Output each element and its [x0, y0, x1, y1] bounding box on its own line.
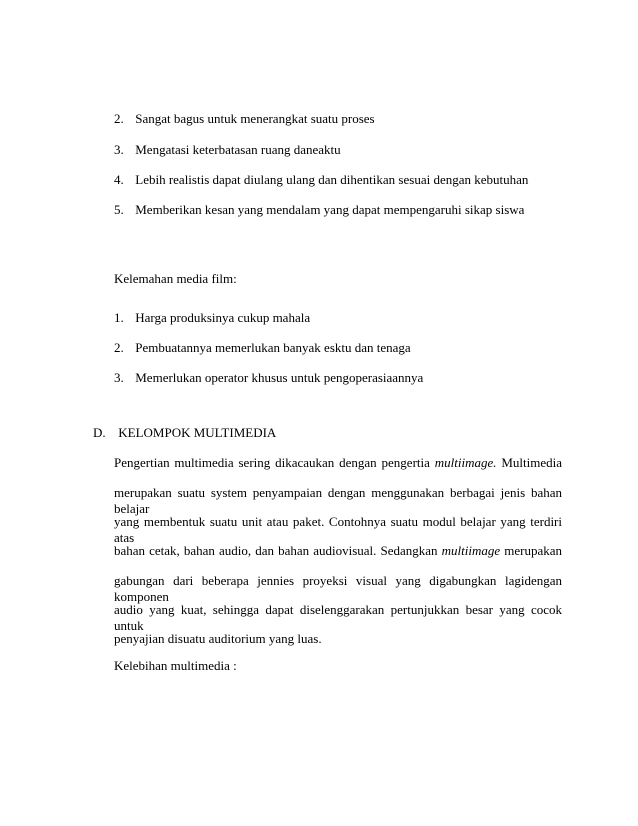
weakness-heading: Kelemahan media film: [114, 271, 237, 286]
paragraph-line [114, 602, 562, 634]
paragraph-text: bahan cetak, bahan audio, dan bahan audiovisual. Sedangkan [114, 543, 438, 558]
list-number: 3. [114, 142, 124, 157]
list-number: 5. [114, 202, 124, 217]
list-item [114, 202, 524, 218]
paragraph-text: yang membentuk suatu unit atau paket. Contohnya suatu modul belajar yang terdiri atas [114, 514, 562, 545]
list-number: 1. [114, 310, 124, 325]
list-item [114, 310, 310, 326]
paragraph-line [114, 543, 562, 559]
paragraph-term: multiimage. [434, 455, 497, 470]
paragraph-line [114, 455, 562, 471]
list-text: Lebih realistis dapat diulang ulang dan dihentikan sesuai dengan kebutuhan [135, 172, 529, 187]
section-title: KELOMPOK MULTIMEDIA [118, 425, 277, 440]
paragraph-text: merupakan suatu system penyampaian dengan menggunakan berbagai jenis bahan belajar [114, 485, 562, 516]
list-item [114, 340, 411, 356]
paragraph-line [114, 485, 562, 517]
paragraph-text: audio yang kuat, sehingga dapat diselenggarakan pertunjukkan besar yang cocok untuk [114, 602, 562, 633]
paragraph-text: Pengertian multimedia sering dikacaukan dengan pengertia [114, 455, 430, 470]
section-letter: D. [93, 425, 106, 440]
paragraph-line [114, 631, 562, 647]
strength-heading: Kelebihan multimedia : [114, 658, 237, 673]
list-text: Memerlukan operator khusus untuk pengoperasiaannya [135, 370, 424, 385]
paragraph-text: gabungan dari beberapa jennies proyeksi visual yang digabungkan lagidengan komponen [114, 573, 562, 604]
list-item [114, 370, 423, 386]
list-text: Sangat bagus untuk menerangkat suatu proses [135, 111, 375, 126]
paragraph-term: multiimage [441, 543, 501, 558]
list-number: 4. [114, 172, 124, 187]
paragraph-text: penyajian disuatu auditorium yang luas. [114, 631, 322, 646]
list-item [114, 142, 341, 158]
list-number: 2. [114, 340, 124, 355]
paragraph-line [114, 573, 562, 605]
paragraph-text: merupakan [504, 543, 563, 558]
list-number: 3. [114, 370, 124, 385]
list-text: Mengatasi keterbatasan ruang daneaktu [135, 142, 341, 157]
paragraph-text: Multimedia [501, 455, 562, 470]
list-text: Pembuatannya memerlukan banyak esktu dan tenaga [135, 340, 411, 355]
list-text: Harga produksinya cukup mahala [135, 310, 311, 325]
list-item [114, 172, 528, 188]
list-number: 2. [114, 111, 124, 126]
section-heading [93, 425, 276, 441]
paragraph-line [114, 514, 562, 546]
list-item [114, 111, 375, 127]
list-text: Memberikan kesan yang mendalam yang dapat mempengaruhi sikap siswa [135, 202, 525, 217]
